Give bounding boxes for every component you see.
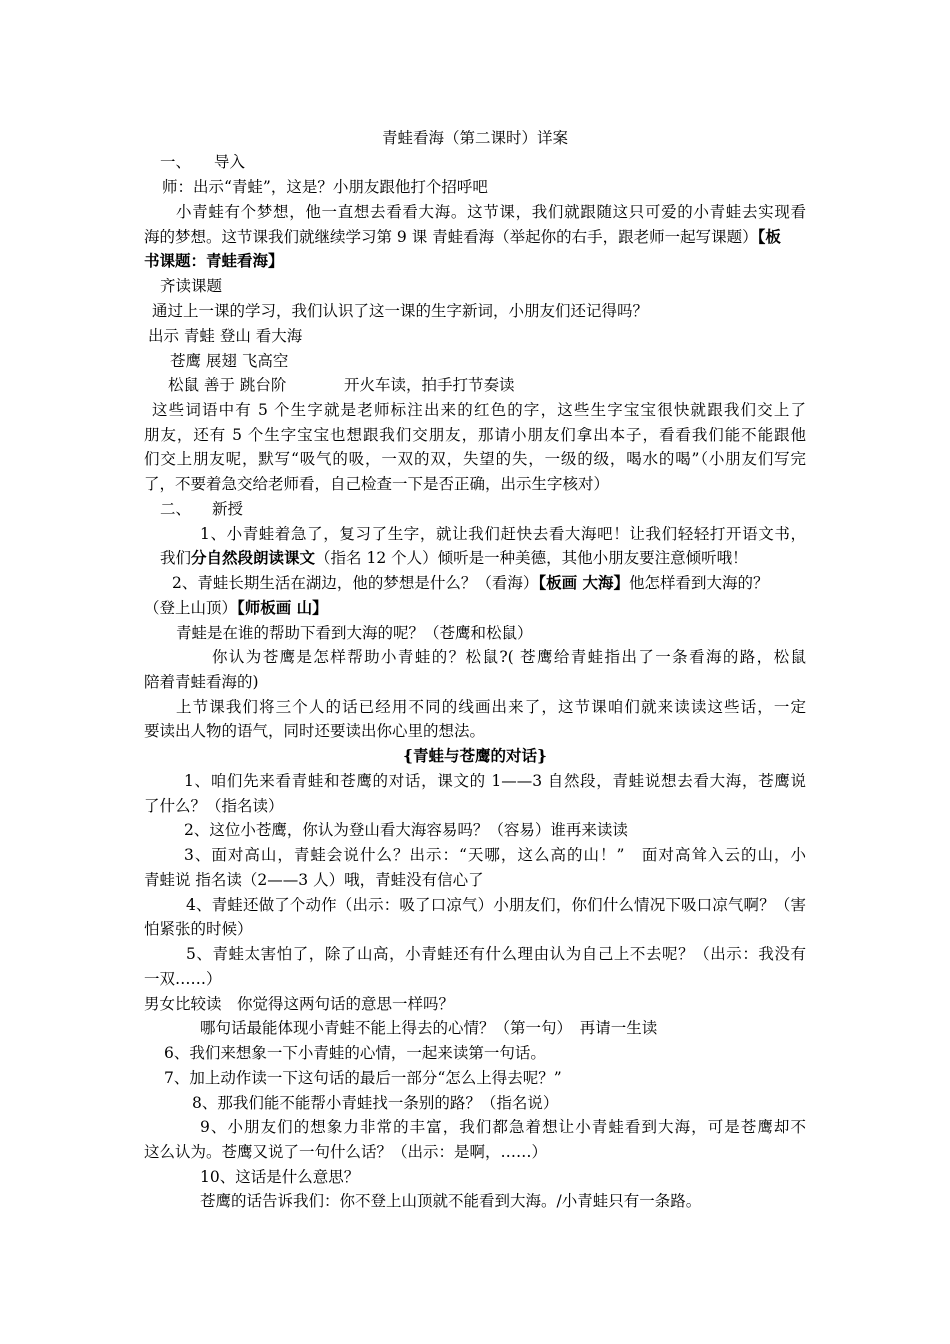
para-line-16-c: 他怎样看到大海的？	[629, 574, 769, 592]
para-line-18: 青蛙是在谁的帮助下看到大海的呢？（苍鹰和松鼠）	[176, 624, 533, 642]
para-line-21: 上节课我们将三个人的话已经用不同的线画出来了，这节课咱们就来读读这些话，一定	[176, 698, 806, 716]
para-line-15-c: （指名 12 个人）倾听是一种美德，其他小朋友要注意倾听哦！	[315, 549, 748, 567]
section-2-number: 二、	[160, 500, 192, 518]
para-line-36: 7、加上动作读一下这句话的最后一部分“怎么上得去呢？”	[164, 1069, 562, 1087]
para-line-15-bold: 分自然段朗读课文	[191, 548, 316, 567]
para-line-32: 一双……）	[144, 970, 222, 988]
para-line-34: 哪句话最能体现小青蛙不能上得去的心情？（第一句） 再请一生读	[200, 1019, 658, 1037]
para-line-26: 2、这位小苍鹰，你认为登山看大海容易吗？（容易）谁再来读读	[184, 821, 628, 839]
para-line-37: 8、那我们能不能帮小青蛙找一条别的路？（指名说）	[192, 1094, 559, 1112]
para-line-09a: 松鼠 善于 跳台阶	[168, 376, 287, 394]
para-line-05: 齐读课题	[160, 277, 223, 295]
para-line-03-bold: 【板	[757, 227, 781, 246]
para-line-24: 1、咱们先来看青蛙和苍鹰的对话，课文的 1——3 自然段，青蛙说想去看大海，苍鹰说	[184, 772, 806, 790]
para-line-31: 5、青蛙太害怕了，除了山高，小青蛙还有什么理由认为自己上不去呢？（出示：我没有	[186, 945, 806, 963]
para-line-06: 通过上一课的学习，我们认识了这一课的生字新词，小朋友们还记得吗？	[152, 302, 649, 320]
para-line-04: 书课题：青蛙看海】	[144, 251, 284, 270]
para-line-40: 10、这话是什么意思？	[200, 1168, 360, 1186]
para-line-16-a: 2、青蛙长期生活在湖边，他的梦想是什么？（看海）	[172, 574, 539, 592]
para-line-10: 这些词语中有 5 个生字就是老师标注出来的红色的字，这些生字宝宝很快就跟我们交上了	[152, 401, 806, 419]
para-line-08: 苍鹰 展翅 飞高空	[170, 352, 289, 370]
para-line-28: 青蛙说 指名读（2——3 人）哦，青蛙没有信心了	[144, 871, 484, 889]
para-line-03-text: 海的梦想。这节课我们就继续学习第 9 课 青蛙看海（举起你的右手，跟老师一起写课题）	[144, 228, 758, 246]
para-line-15	[160, 547, 748, 569]
section-1-title: 导入	[214, 153, 246, 171]
para-line-17	[144, 597, 328, 619]
para-line-20: 陪着青蛙看海的)	[144, 673, 259, 691]
para-line-11: 朋友，还有 5 个生字宝宝也想跟我们交朋友，那请小朋友们拿出本子，看看我们能不能跟他	[144, 426, 806, 444]
para-line-01: 师：出示“青蛙”，这是？小朋友跟他打个招呼吧	[162, 178, 488, 196]
para-line-14: 1、小青蛙着急了，复习了生字，就让我们赶快去看大海吧！让我们轻轻打开语文书，	[200, 525, 806, 543]
para-line-25: 了什么？（指名读）	[144, 797, 284, 815]
para-line-17-bold: 【师板画 山】	[237, 598, 328, 617]
para-line-16	[172, 572, 769, 594]
para-line-02: 小青蛙有个梦想，他一直想去看看大海。这节课，我们就跟随这只可爱的小青蛙去实现看	[176, 203, 806, 221]
para-line-17-a: （登上山顶）	[144, 599, 238, 617]
para-line-07: 出示 青蛙 登山 看大海	[148, 327, 303, 345]
para-line-35: 6、我们来想象一下小青蛙的心情，一起来读第一句话。	[164, 1044, 546, 1062]
section-2-title: 新授	[212, 500, 244, 518]
para-line-38: 9、小朋友们的想象力非常的丰富，我们都急着想让小青蛙看到大海，可是苍鹰却不	[200, 1118, 806, 1136]
para-line-09b: 开火车读，拍手打节奏读	[344, 376, 515, 394]
para-line-19: 你认为苍鹰是怎样帮助小青蛙的？松鼠?( 苍鹰给青蛙指出了一条看海的路，松鼠	[212, 648, 806, 666]
para-line-13: 了，不要着急交给老师看，自己检查一下是否正确，出示生字核对）	[144, 475, 610, 493]
dialogue-heading: {青蛙与苍鹰的对话}	[403, 746, 547, 765]
section-1-number: 一、	[160, 153, 192, 171]
para-line-16-bold: 【板画 大海】	[538, 573, 630, 592]
para-line-27: 3、面对高山，青蛙会说什么？出示：“天哪，这么高的山！” 面对高耸入云的山，小	[184, 846, 806, 864]
para-line-39: 这么认为。苍鹰又说了一句什么话？（出示：是啊，……）	[144, 1143, 548, 1161]
para-line-29: 4、青蛙还做了个动作（出示：吸了口凉气）小朋友们，你们什么情况下吸口凉气啊？（害	[186, 896, 806, 914]
para-line-30: 怕紧张的时候）	[144, 920, 253, 938]
doc-title: 青蛙看海（第二课时）详案	[381, 129, 568, 147]
para-line-33: 男女比较读 你觉得这两句话的意思一样吗？	[144, 995, 455, 1013]
para-line-12: 们交上朋友呢，默写“吸气的吸，一双的双，失望的失，一级的级，喝水的喝”（小朋友们写完	[144, 450, 806, 468]
para-line-41: 苍鹰的话告诉我们：你不登上山顶就不能看到大海。/小青蛙只有一条路。	[200, 1192, 702, 1210]
para-line-15-a: 我们	[160, 549, 192, 567]
para-line-03	[144, 226, 781, 248]
para-line-22: 要读出人物的语气，同时还要读出你心里的想法。	[144, 722, 486, 740]
